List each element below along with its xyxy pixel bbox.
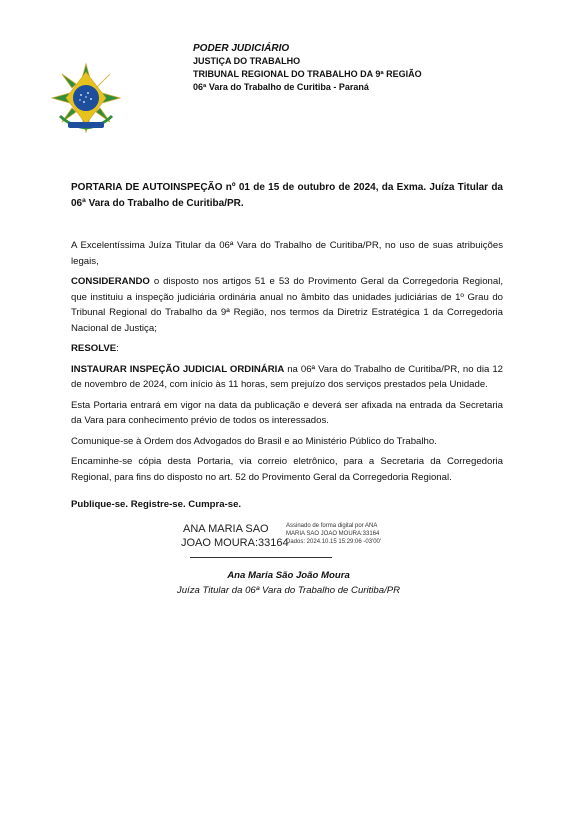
signature-metadata [286, 522, 406, 546]
document-body [71, 238, 503, 490]
vara-name: 06ª Vara do Trabalho de Curitiba - Paraná [193, 82, 369, 92]
resolve-label: RESOLVE [71, 343, 117, 354]
digital-signature [181, 520, 411, 560]
considerando-text: o disposto nos artigos 51 e 53 do Provimento Geral da Corregedoria Regional, que instituiu a inspeção judiciária ordinária anual no âmbito das unidades judiciárias de 1º Grau do Tribunal Regional do Trabalho da 9ª Região, nos termos da Diretriz Estratégica 1 da Corregedoria Nacional de Justiça; [71, 276, 503, 334]
justice-name: JUSTIÇA DO TRABALHO [193, 56, 301, 66]
paragraph-encaminhe: Encaminhe-se cópia desta Portaria, via correio eletrônico, para a Secretaria da Corregedoria Regional, para fins do disposto no art. 52 do Provimento Geral da Corregedoria Regional. [71, 456, 503, 483]
paragraph-vigor: Esta Portaria entrará em vigor na data da publicação e deverá ser afixada na entrada da Secretaria da Vara para conhecimento prévio de todos os interessados. [71, 399, 503, 426]
signature-meta-line2: MARIA SAO JOAO MOURA:33164 [286, 531, 380, 537]
signature-name [181, 522, 289, 550]
signature-name-line2: JOAO MOURA:33164 [181, 537, 289, 549]
tribunal-name: TRIBUNAL REGIONAL DO TRABALHO DA 9ª REGIÃO [193, 69, 422, 79]
considerando-label: CONSIDERANDO [71, 276, 150, 287]
paragraph-resolve [71, 341, 503, 357]
signer-role: Juíza Titular da 06ª Vara do Trabalho de Curitiba/PR [176, 585, 401, 596]
signer-name: Ana Maria São João Moura [227, 570, 350, 581]
brazil-coat-of-arms-icon [50, 62, 122, 134]
signature-line [190, 557, 332, 558]
paragraph-comunique: Comunique-se à Ordem dos Advogados do Brasil e ao Ministério Público do Trabalho. [71, 435, 437, 447]
instaurar-text: na 06ª Vara do Trabalho de Curitiba/PR, no dia 12 de novembro de 2024, com início às 11 horas, sem prejuízo dos serviços prestados pela Unidade. [71, 363, 503, 390]
document-title: PORTARIA DE AUTOINSPEÇÃO nº 01 de 15 de outubro de 2024, da Exma. Juíza Titular da 06ª Vara do Trabalho de Curitiba/PR. [71, 182, 503, 209]
institution-name: PODER JUDICIÁRIO [193, 43, 290, 54]
resolve-colon: : [116, 343, 119, 354]
paragraph-considerando [71, 274, 503, 336]
paragraph-intro: A Excelentíssima Juíza Titular da 06ª Vara do Trabalho de Curitiba/PR, no uso de suas atribuições legais, [71, 240, 503, 267]
signature-meta-line1: Assinado de forma digital por ANA [286, 523, 378, 529]
signature-meta-line3: Dados: 2024.10.15 15:29:06 -03'00' [286, 539, 382, 545]
document-header [193, 42, 422, 94]
instaurar-label: INSTAURAR INSPEÇÃO JUDICIAL ORDINÁRIA [71, 363, 285, 375]
signature-name-line1: ANA MARIA SAO [183, 523, 269, 535]
closing-formula: Publique-se. Registre-se. Cumpra-se. [71, 499, 242, 510]
paragraph-instaurar [71, 362, 503, 393]
